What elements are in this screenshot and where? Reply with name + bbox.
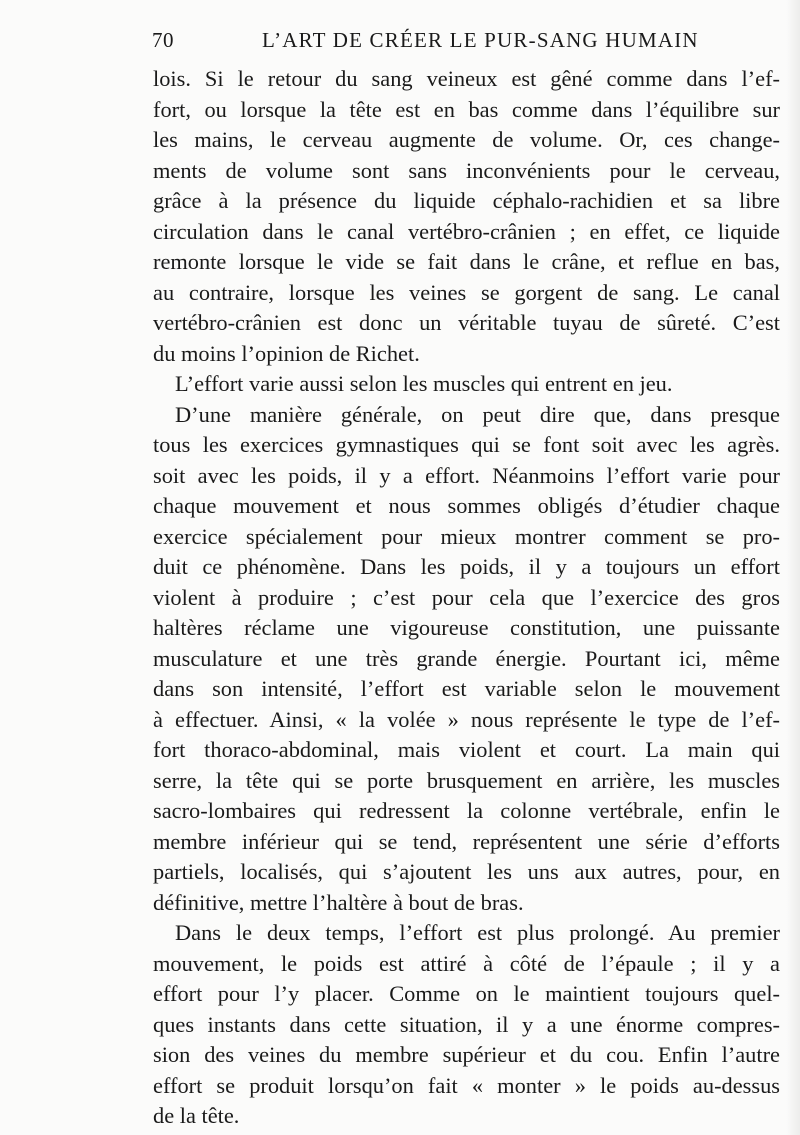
text-line: grâce à la présence du liquide céphalo-rachidien et sa libre xyxy=(153,188,780,213)
paragraph xyxy=(153,64,780,369)
text-line: ments de volume sont sans inconvénients pour le cerveau, xyxy=(153,157,780,183)
text-line: soit avec les poids, il y a effort. Néanmoins l’effort varie pour xyxy=(153,462,780,488)
page-edge-shadow xyxy=(786,0,800,1135)
running-title: L’ART DE CRÉER LE PUR-SANG HUMAIN xyxy=(262,28,699,52)
text-line: L’effort varie aussi selon les muscles qui entrent en jeu. xyxy=(175,371,673,396)
running-head xyxy=(152,28,699,58)
text-line: effort pour l’y placer. Comme on le maintient toujours quel- xyxy=(153,981,780,1006)
text-line: chaque mouvement et nous sommes obligés d’étudier chaque xyxy=(153,493,780,518)
text-line: au contraire, lorsque les veines se gorgent de sang. Le canal xyxy=(153,279,780,305)
text-line: vertébro-crânien est donc un véritable tuyau de sûreté. C’est xyxy=(153,310,780,335)
text-line: dans son intensité, l’effort est variable selon le mouvement xyxy=(153,676,780,701)
text-line: circulation dans le canal vertébro-crânien ; en effet, ce liquide xyxy=(153,218,780,244)
text-line: fort thoraco-abdominal, mais violent et court. La main qui xyxy=(153,737,780,762)
text-line: violent à produire ; c’est pour cela que l’exercice des gros xyxy=(153,584,780,610)
text-line: remonte lorsque le vide se fait dans le crâne, et reflue en bas, xyxy=(153,249,780,274)
paragraph xyxy=(153,369,780,400)
text-line: mouvement, le poids est attiré à côté de l’épaule ; il y a xyxy=(153,950,780,976)
text-line: musculature et une très grande énergie. Pourtant ici, même xyxy=(153,645,780,671)
text-line: serre, la tête qui se porte brusquement en arrière, les muscles xyxy=(153,767,780,793)
text-line: effort se produit lorsqu’on fait « monter » le poids au-dessus xyxy=(153,1072,780,1098)
text-line: lois. Si le retour du sang veineux est gêné comme dans l’ef- xyxy=(153,66,780,91)
page-number: 70 xyxy=(152,28,174,52)
paragraph xyxy=(153,918,780,1132)
text-line: haltères réclame une vigoureuse constitution, une puissante xyxy=(153,615,780,640)
text-line: D’une manière générale, on peut dire que, dans presque xyxy=(175,401,780,427)
text-line: partiels, localisés, qui s’ajoutent les uns aux autres, pour, en xyxy=(153,859,780,884)
text-line: de la tête. xyxy=(153,1103,240,1128)
text-line: définitive, mettre l’haltère à bout de bras. xyxy=(153,889,524,915)
text-line: sion des veines du membre supérieur et du cou. Enfin l’autre xyxy=(153,1042,780,1067)
text-line: fort, ou lorsque la tête est en bas comme dans l’équilibre sur xyxy=(153,96,780,122)
text-line: Dans le deux temps, l’effort est plus prolongé. Au premier xyxy=(175,920,780,945)
text-line: à effectuer. Ainsi, « la volée » nous représente le type de l’ef- xyxy=(153,706,780,732)
text-line: exercice spécialement pour mieux montrer comment se pro- xyxy=(153,523,780,549)
text-line: sacro-lombaires qui redressent la colonne vertébrale, enfin le xyxy=(153,798,780,823)
text-line: les mains, le cerveau augmente de volume. Or, ces change- xyxy=(153,127,780,152)
text-line: duit ce phénomène. Dans les poids, il y a toujours un effort xyxy=(153,554,780,579)
text-line: membre inférieur qui se tend, représentent une série d’efforts xyxy=(153,828,780,854)
text-line: tous les exercices gymnastiques qui se font soit avec les agrès. xyxy=(153,432,780,457)
text-line: ques instants dans cette situation, il y a une énorme compres- xyxy=(153,1011,780,1037)
body-text xyxy=(153,64,780,1132)
text-line: du moins l’opinion de Richet. xyxy=(153,340,420,366)
paragraph xyxy=(153,400,780,919)
